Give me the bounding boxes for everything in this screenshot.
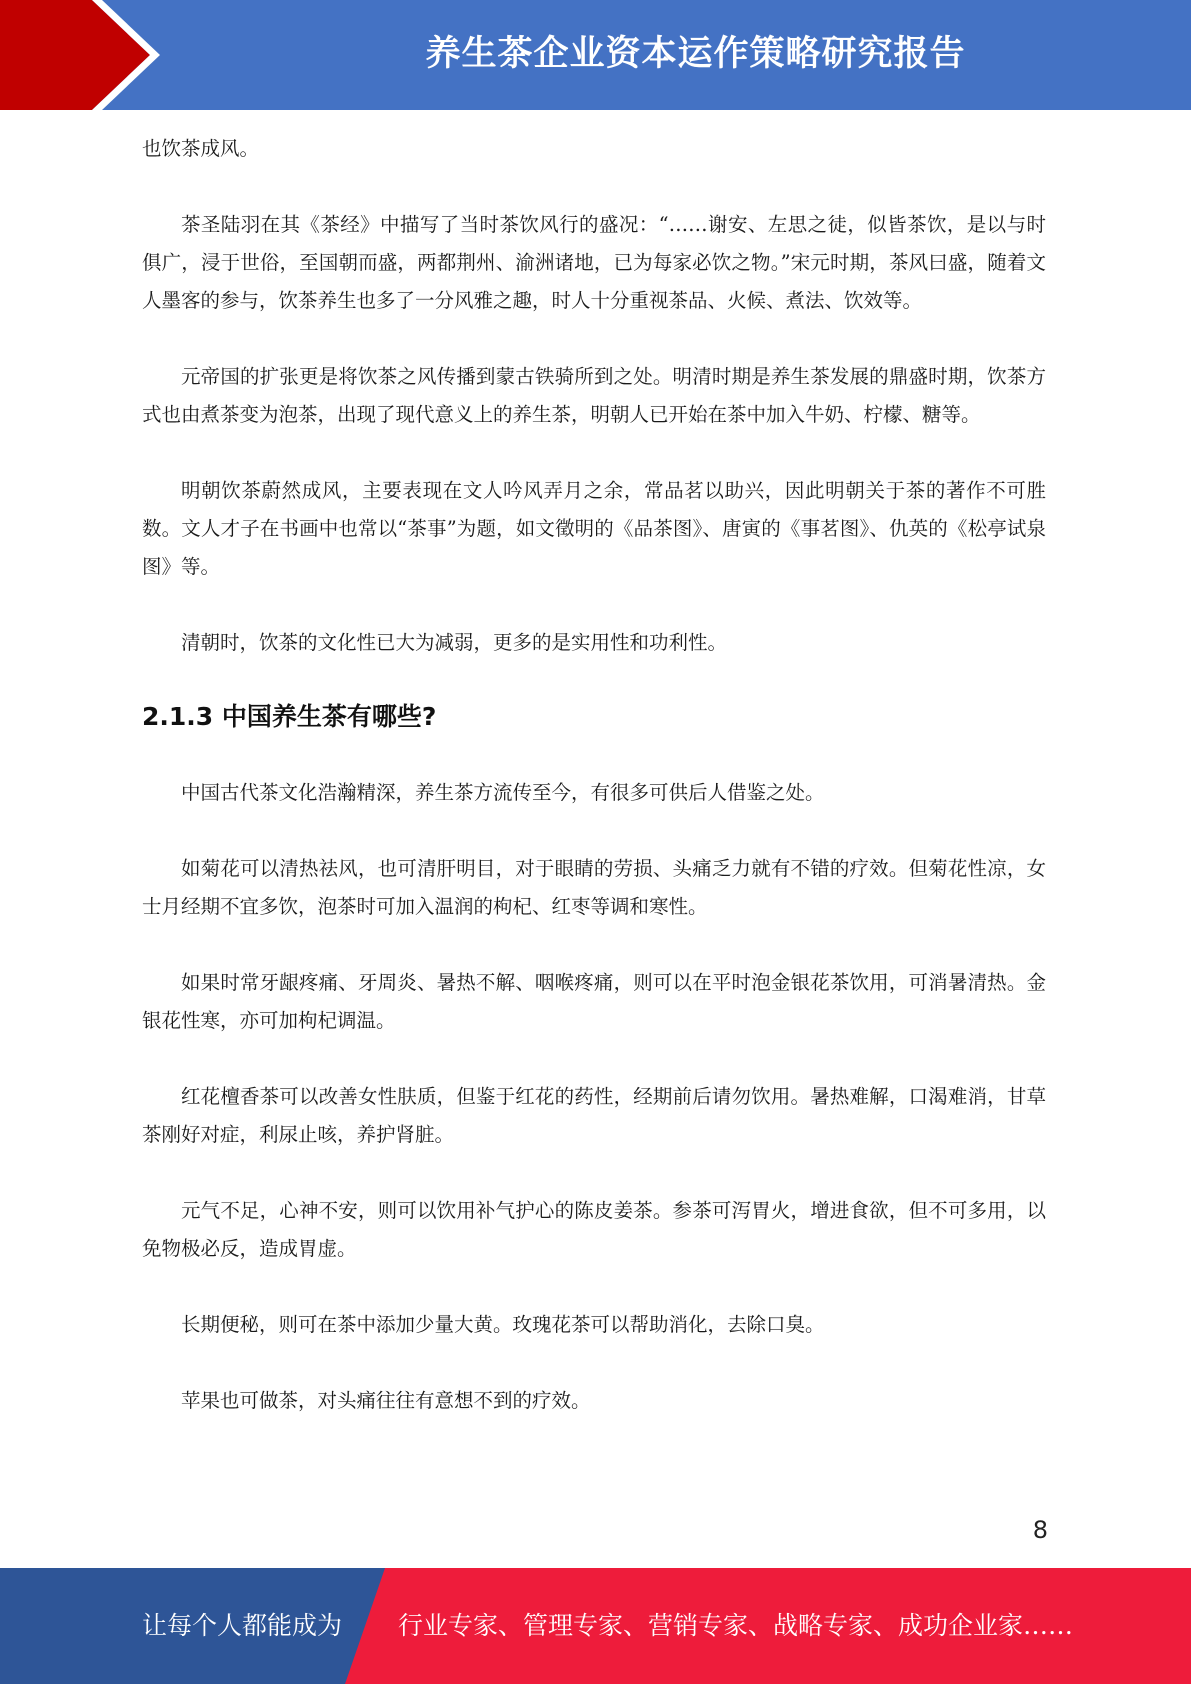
paragraph: 红花檀香茶可以改善女性肤质，但鉴于红花的药性，经期前后请勿饮用。暑热难解，口渴难消，甘草茶刚好对症，利尿止咳，养护肾脏。	[142, 1085, 1046, 1146]
section-heading: 2.1.3 中国养生茶有哪些?	[142, 702, 437, 731]
paragraph: 茶圣陆羽在其《茶经》中描写了当时茶饮风行的盛况：“……谢安、左思之徒，似皆茶饮，是以与时俱广，浸于世俗，至国朝而盛，两都荆州、渝洲诸地，已为每家必饮之物。”宋元时期，茶风曰盛，随着文人墨客的参与，饮茶养生也多了一分风雅之趣，时人十分重视茶品、火候、煮法、饮效等。	[142, 213, 1046, 312]
page-header	[0, 0, 1191, 110]
paragraph: 元帝国的扩张更是将饮茶之风传播到蒙古铁骑所到之处。明清时期是养生茶发展的鼎盛时期，饮茶方式也由煮茶变为泡茶，出现了现代意义上的养生茶，明朝人已开始在茶中加入牛奶、柠檬、糖等。	[142, 365, 1046, 426]
paragraph: 清朝时，饮茶的文化性已大为减弱，更多的是实用性和功利性。	[181, 631, 728, 654]
footer-slogan-right: 行业专家、管理专家、营销专家、战略专家、成功企业家……	[398, 1611, 1074, 1640]
paragraph: 也饮茶成风。	[142, 137, 260, 160]
page-number: 8	[1032, 1516, 1048, 1544]
paragraph: 如果时常牙龈疼痛、牙周炎、暑热不解、咽喉疼痛，则可以在平时泡金银花茶饮用，可消暑清热。金银花性寒，亦可加枸杞调温。	[142, 971, 1046, 1032]
paragraph: 如菊花可以清热祛风，也可清肝明目，对于眼睛的劳损、头痛乏力就有不错的疗效。但菊花性凉，女士月经期不宜多饮，泡茶时可加入温润的枸杞、红枣等调和寒性。	[142, 857, 1046, 918]
paragraph: 元气不足，心神不安，则可以饮用补气护心的陈皮姜茶。参茶可泻胃火，增进食欲，但不可多用，以免物极必反，造成胃虚。	[142, 1199, 1046, 1260]
paragraph: 苹果也可做茶，对头痛往往有意想不到的疗效。	[181, 1389, 591, 1412]
footer-slogan-left: 让每个人都能成为	[142, 1611, 343, 1640]
document-body	[142, 130, 1046, 1420]
header-arrow-decoration	[0, 0, 170, 110]
page-footer	[0, 1568, 1191, 1684]
report-title: 养生茶企业资本运作策略研究报告	[425, 34, 966, 74]
paragraph: 明朝饮茶蔚然成风，主要表现在文人吟风弄月之余，常品茗以助兴，因此明朝关于茶的著作不可胜数。文人才子在书画中也常以“茶事”为题，如文徵明的《品茶图》、唐寅的《事茗图》、仇英的《松亭试泉图》等。	[142, 479, 1046, 578]
paragraph: 长期便秘，则可在茶中添加少量大黄。玫瑰花茶可以帮助消化，去除口臭。	[181, 1313, 825, 1336]
paragraph: 中国古代茶文化浩瀚精深，养生茶方流传至今，有很多可供后人借鉴之处。	[181, 781, 825, 804]
